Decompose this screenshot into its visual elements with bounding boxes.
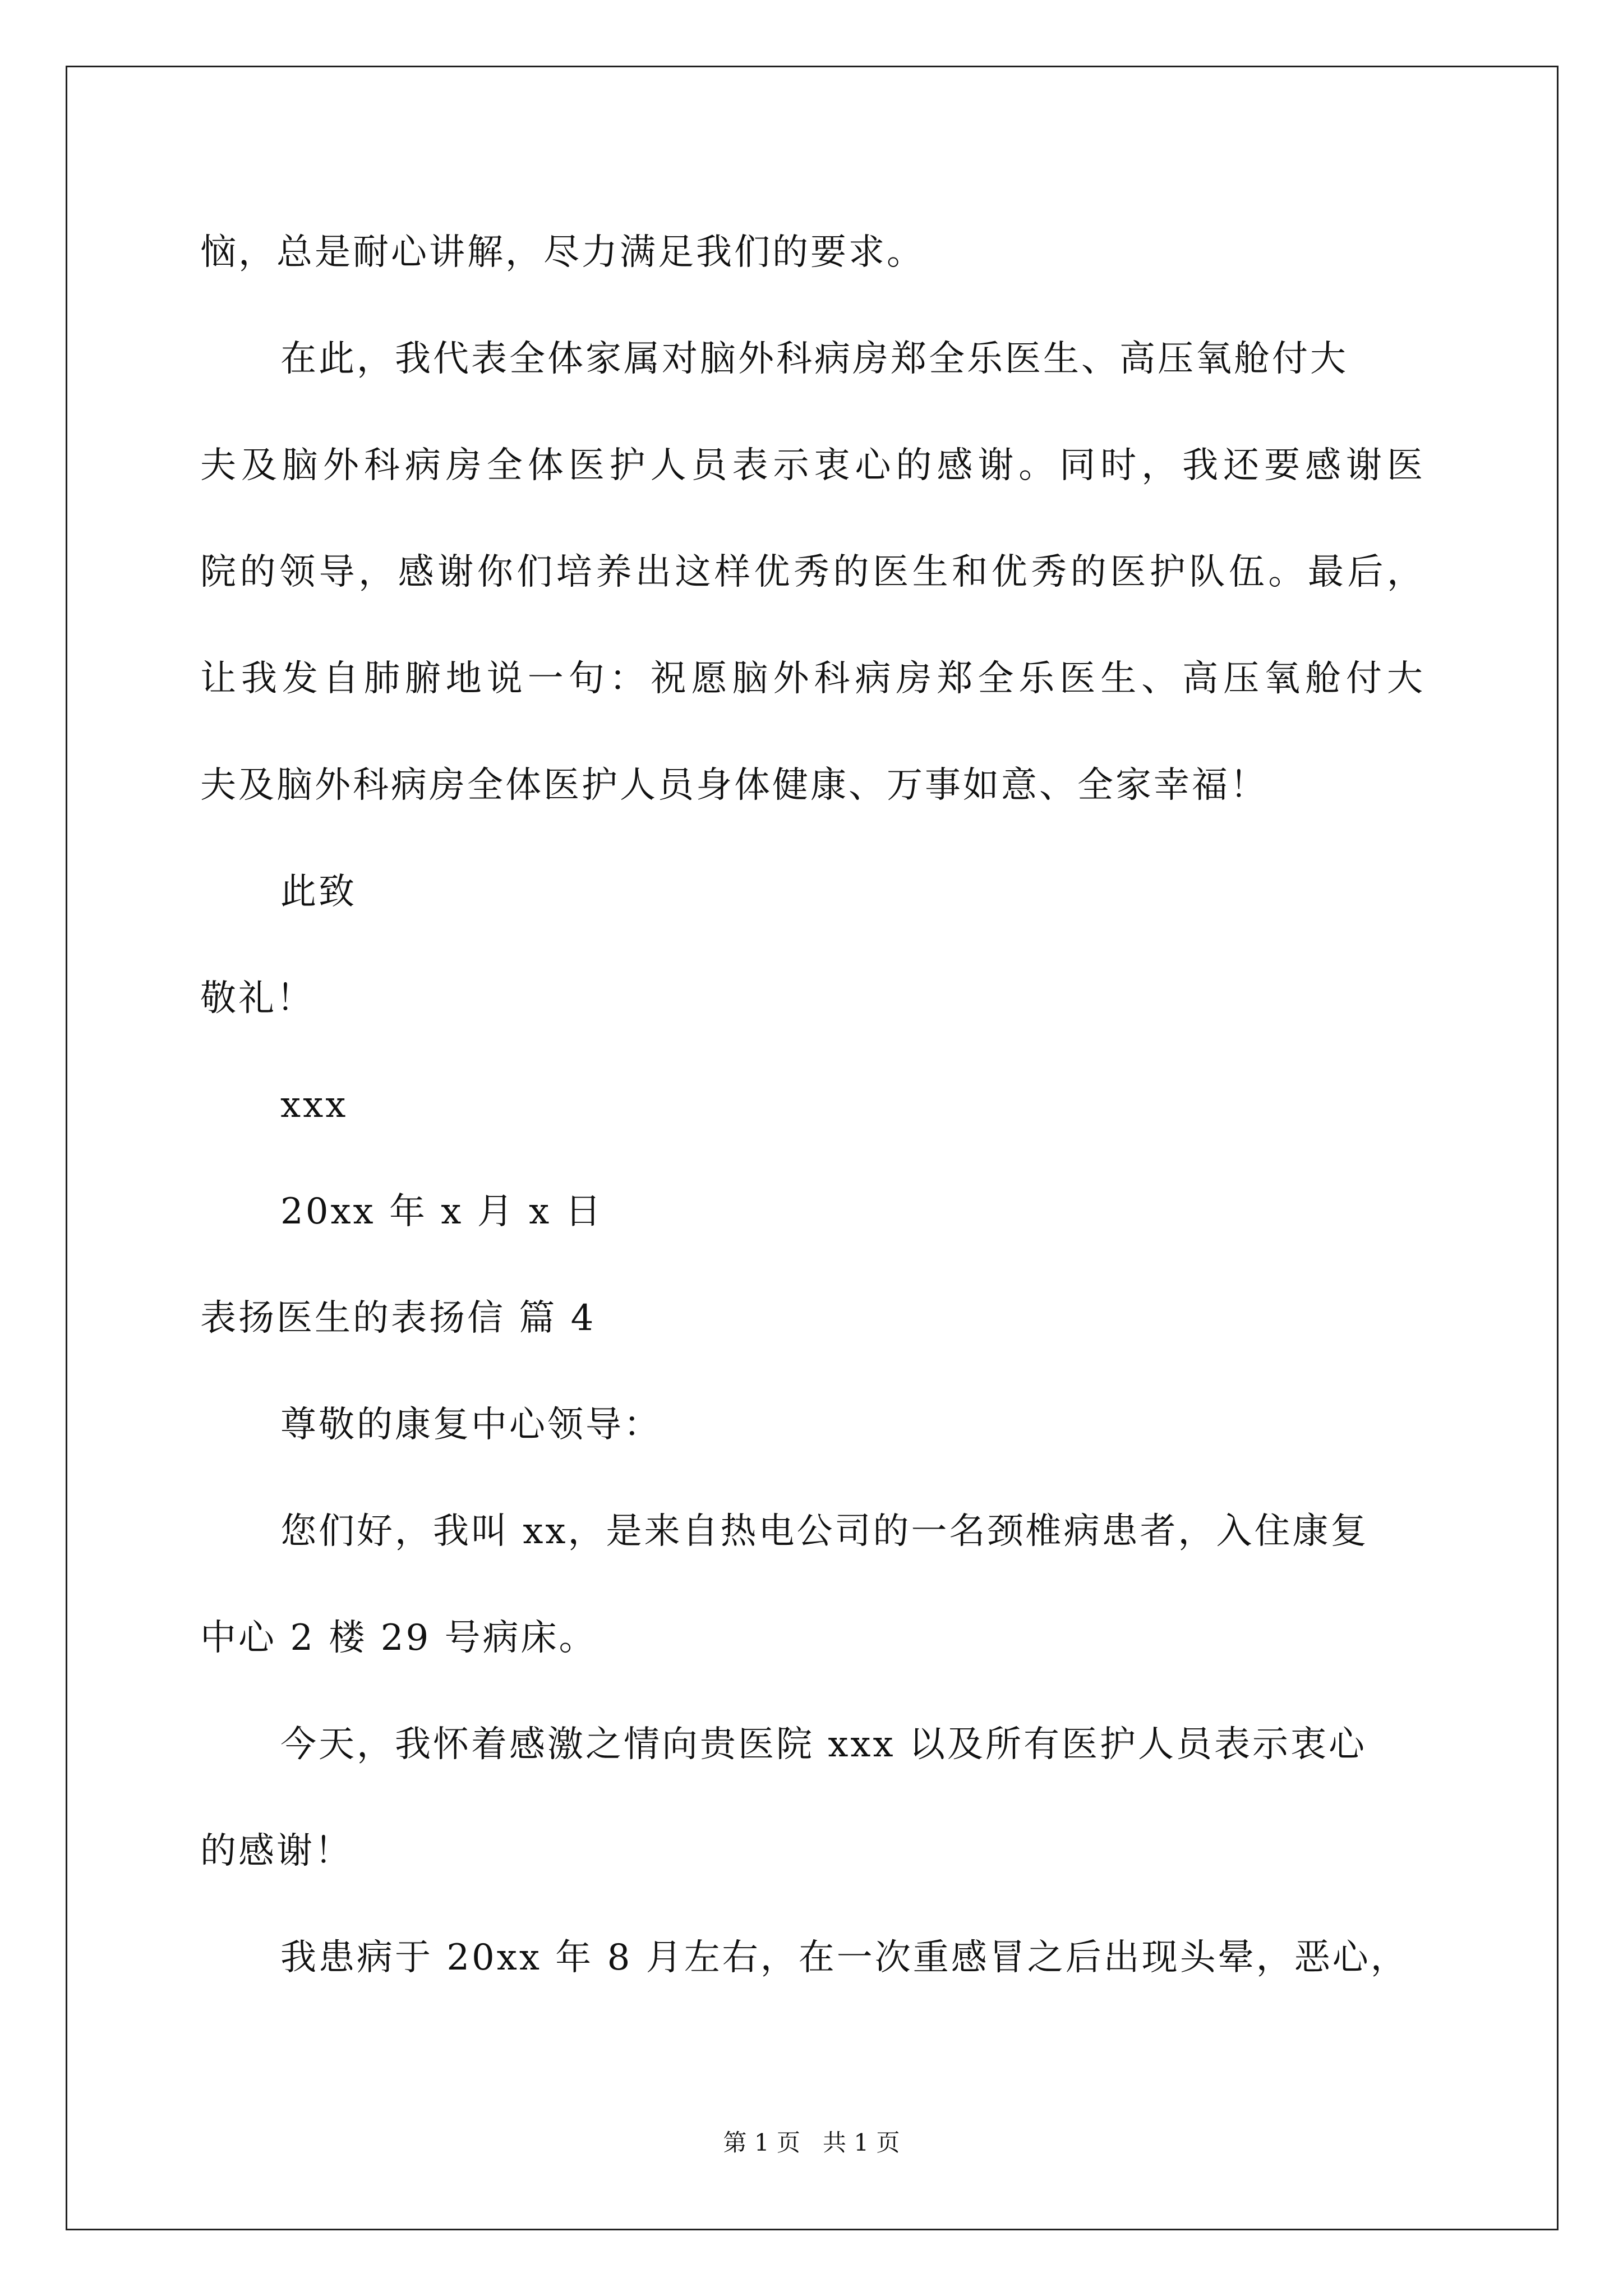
text-line: 今天，我怀着感激之情向贵医院 xxx 以及所有医护人员表示衷心 bbox=[280, 1724, 1367, 1765]
text-line: 的感谢！ bbox=[200, 1830, 353, 1872]
text-line: 您们好，我叫 xx，是来自热电公司的一名颈椎病患者，入住康复 bbox=[280, 1511, 1369, 1552]
text-line: 在此，我代表全体家属对脑外科病房郑全乐医生、高压氧舱付大 bbox=[280, 338, 1348, 380]
text-line: 我患病于 20xx 年 8 月左右，在一次重感冒之后出现头晕，恶心， bbox=[280, 1937, 1409, 1978]
text-line: 恼，总是耐心讲解，尽力满足我们的要求。 bbox=[200, 232, 925, 273]
text-line: 中心 2 楼 29 号病床。 bbox=[200, 1617, 597, 1659]
closing-salutation: 此致 bbox=[280, 871, 357, 913]
page-border bbox=[66, 66, 1559, 2230]
letter-greeting: 尊敬的康复中心领导： bbox=[280, 1404, 662, 1446]
closing-regards: 敬礼！ bbox=[200, 978, 315, 1019]
section-heading: 表扬医生的表扬信 篇 4 bbox=[200, 1297, 596, 1339]
signature-name: xxx bbox=[280, 1084, 348, 1126]
text-line: 院的领导，感谢你们培养出这样优秀的医生和优秀的医护队伍。最后， bbox=[200, 551, 1423, 593]
page-footer: 第 1 页 共 1 页 bbox=[723, 2129, 900, 2156]
signature-date: 20xx 年 x 月 x 日 bbox=[280, 1191, 603, 1232]
text-line: 让我发自肺腑地说一句：祝愿脑外科病房郑全乐医生、高压氧舱付大 bbox=[200, 658, 1423, 700]
text-line: 夫及脑外科病房全体医护人员身体健康、万事如意、全家幸福！ bbox=[200, 765, 1268, 806]
text-line: 夫及脑外科病房全体医护人员表示衷心的感谢。同时，我还要感谢医 bbox=[200, 445, 1423, 486]
